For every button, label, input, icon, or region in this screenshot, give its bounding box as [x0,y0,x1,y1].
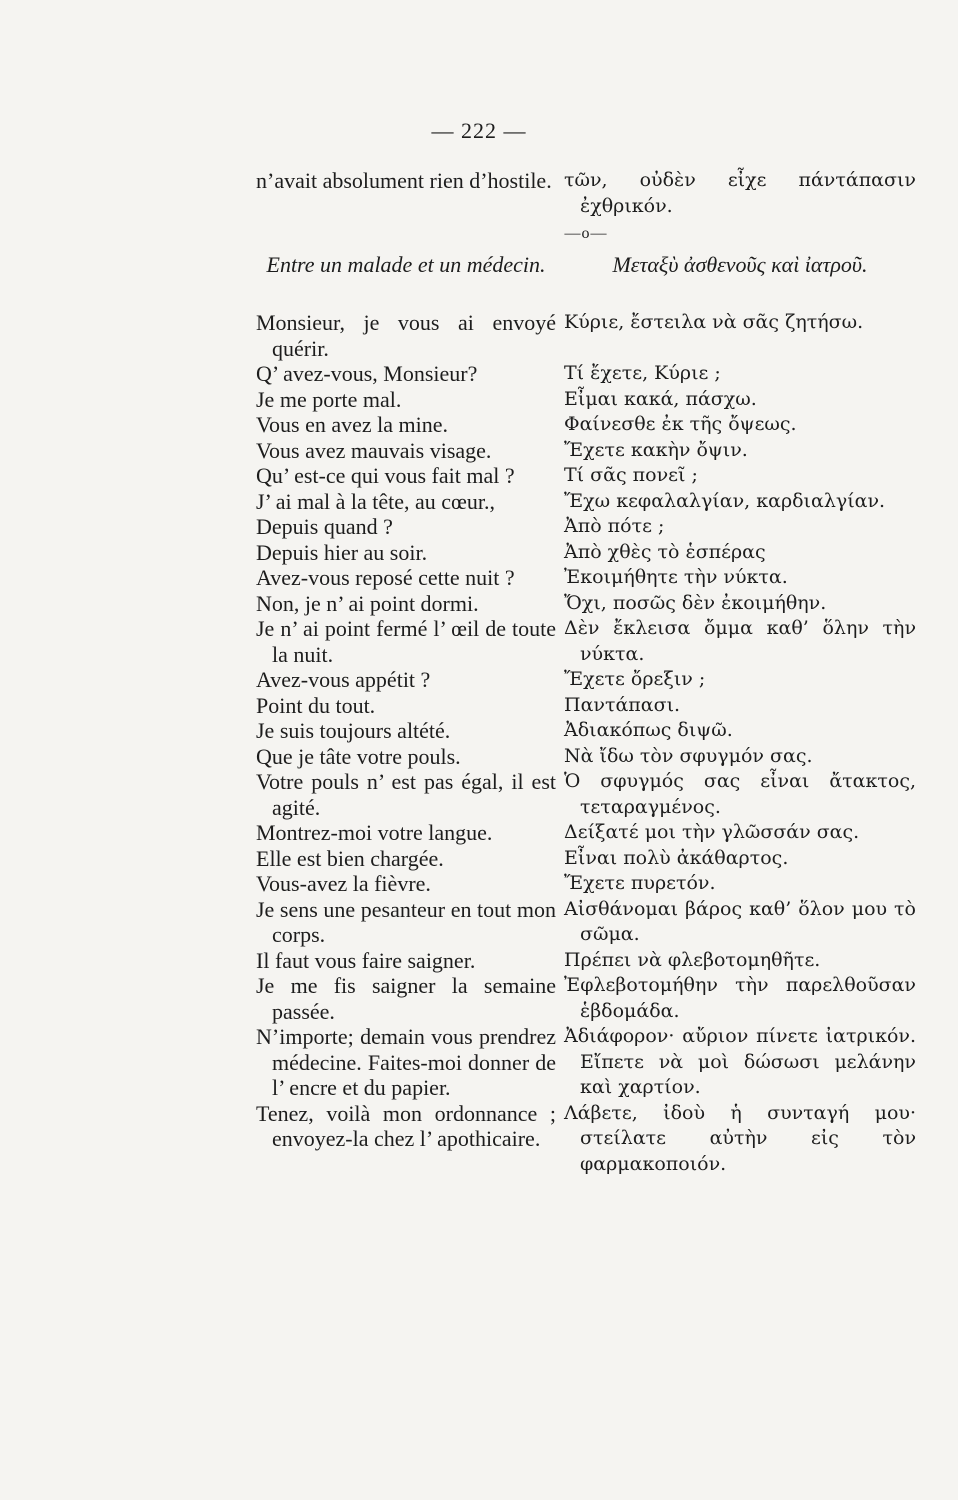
greek-line: Ἐφλεβοτομήθην τὴν παρελθοῦσαν ἑβδομάδα. [564,974,916,1022]
dialogue-row [256,948,916,974]
dialogue-row [256,693,916,719]
greek-line: Ἔχετε πυρετόν. [564,872,716,894]
french-line: Qu’ est-ce qui vous fait mal ? [256,463,515,488]
dialogue-row [256,667,916,693]
french-line: Montrez-moi votre langue. [256,820,493,845]
french-line: Depuis hier au soir. [256,539,428,565]
dialogue-row [256,438,916,464]
french-line: Q’ avez-vous, Monsieur? [256,361,478,386]
dialogue-row [256,769,916,820]
dialogue-row [256,412,916,438]
section-title-french: Entre un malade et un médecin. [266,252,546,277]
dialogue-row [256,310,916,361]
french-line: Je me fis saigner la semaine passée. [256,973,556,1024]
french-line: Non, je n’ ai point dormi. [256,590,479,616]
dialogue-row [256,744,916,770]
dialogue-row [256,1024,916,1101]
dialogue-row [256,463,916,489]
dialogue-row [256,591,916,617]
greek-line: Ἔχετε ὄρεξιν ; [564,668,706,690]
greek-line: Ἀδιάφορον· αὔριον πίνετε ἰατρικόν. Εἴπετε νὰ μοὶ δώσωσι μελάνην καὶ χαρτίον. [564,1025,916,1098]
french-line: Elle est bien chargée. [256,845,444,871]
french-line: Il faut vous faire saigner. [256,947,476,973]
intro-french: n’avait absolument rien d’hostile. [256,168,552,193]
dialogue [256,310,916,1177]
french-line: J’ ai mal à la tête, au cœur., [256,488,496,514]
french-line: Avez-vous reposé cette nuit ? [256,565,515,590]
dialogue-row [256,565,916,591]
greek-line: Ἀπὸ χθὲς τὸ ἑσπέρας [564,540,766,563]
greek-line: Δὲν ἔκλεισα ὄμμα καθ’ ὅλην τὴν νύκτα. [564,617,916,665]
dialogue-row [256,616,916,667]
dialogue-row [256,973,916,1024]
french-line: Je suis toujours altété. [256,718,451,743]
page-number: — 222 — [431,118,527,143]
dialogue-row [256,718,916,744]
greek-line: Ἐκοιμήθητε τὴν νύκτα. [564,566,788,588]
french-line: Avez-vous appétit ? [256,667,431,692]
french-line: Tenez, voilà mon ordonnance ; envoyez-la chez l’ apothicaire. [256,1100,556,1151]
greek-line: Κύριε, ἔστειλα νὰ σᾶς ζητήσω. [564,311,864,333]
dialogue-row [256,820,916,846]
greek-line: Νὰ ἴδω τὸν σφυγμόν σας. [564,744,813,767]
section-title-greek: Μεταξὺ ἀσθενοῦς καὶ ἰατροῦ. [612,252,868,277]
dialogue-row [256,361,916,387]
section-title [256,251,916,278]
greek-line: Ἔχω κεφαλαλγίαν, καρδιαλγίαν. [564,489,886,512]
french-line: Depuis quand ? [256,514,393,539]
greek-line: Εἶμαι κακά, πάσχω. [564,387,757,410]
section-separator: —o— [564,225,608,242]
greek-line: Ὄχι, ποσῶς δὲν ἐκοιμήθην. [564,591,827,614]
page-body [256,168,916,1177]
french-line: Vous avez mauvais visage. [256,437,492,463]
greek-line: Παντάπασι. [564,693,681,716]
intro-greek: τῶν, οὐδὲν εἶχε πάντάπασιν ἐχθρικόν. [564,169,916,217]
french-line: N’importe; demain vous prendrez médecine. Faites-moi donner de l’ encre et du papier. [256,1024,556,1100]
greek-line: Ἔχετε κακὴν ὄψιν. [564,438,748,461]
greek-line: Τί ἔχετε, Κύριε ; [564,362,721,384]
greek-line: Λάβετε, ἰδοὺ ἡ συνταγή μου· στείλατε αὐτὴν εἰς τὸν φαρμακοποιόν. [564,1101,916,1175]
greek-line: Αἰσθάνομαι βάρος καθ’ ὅλον μου τὸ σῶμα. [564,897,916,945]
dialogue-row [256,846,916,872]
dialogue-row [256,871,916,897]
dialogue-row [256,897,916,948]
intro-row [256,168,916,219]
french-line: Point du tout. [256,692,376,718]
dialogue-row [256,540,916,566]
french-line: Je sens une pesanteur en tout mon corps. [256,896,556,947]
french-line: Je me porte mal. [256,386,402,412]
dialogue-row [256,489,916,515]
french-line: Que je tâte votre pouls. [256,743,461,769]
dialogue-row [256,514,916,540]
greek-line: Δείξατέ μοι τὴν γλῶσσάν σας. [564,821,860,843]
greek-line: Ἀδιακόπως διψῶ. [564,719,733,741]
dialogue-row [256,387,916,413]
greek-line: Τί σᾶς πονεῖ ; [564,464,698,486]
greek-line: Φαίνεσθε ἐκ τῆς ὄψεως. [564,413,797,435]
french-line: Votre pouls n’ est pas égal, il est agité. [256,769,556,820]
greek-line: Πρέπει νὰ φλεβοτομηθῆτε. [564,948,821,971]
french-line: Je n’ ai point fermé l’ œil de toute la nuit. [256,616,556,667]
dialogue-row [256,1101,916,1178]
greek-line: Ἀπὸ πότε ; [564,515,665,537]
french-line: Vous-avez la fièvre. [256,871,431,896]
french-line: Vous en avez la mine. [256,412,449,437]
french-line: Monsieur, je vous ai envoyé quérir. [256,310,556,361]
greek-line: Ὁ σφυγμός σας εἶναι ἄτακτος, τεταραγμένος. [564,770,916,818]
greek-line: Εἶναι πολὺ ἀκάθαρτος. [564,846,789,869]
